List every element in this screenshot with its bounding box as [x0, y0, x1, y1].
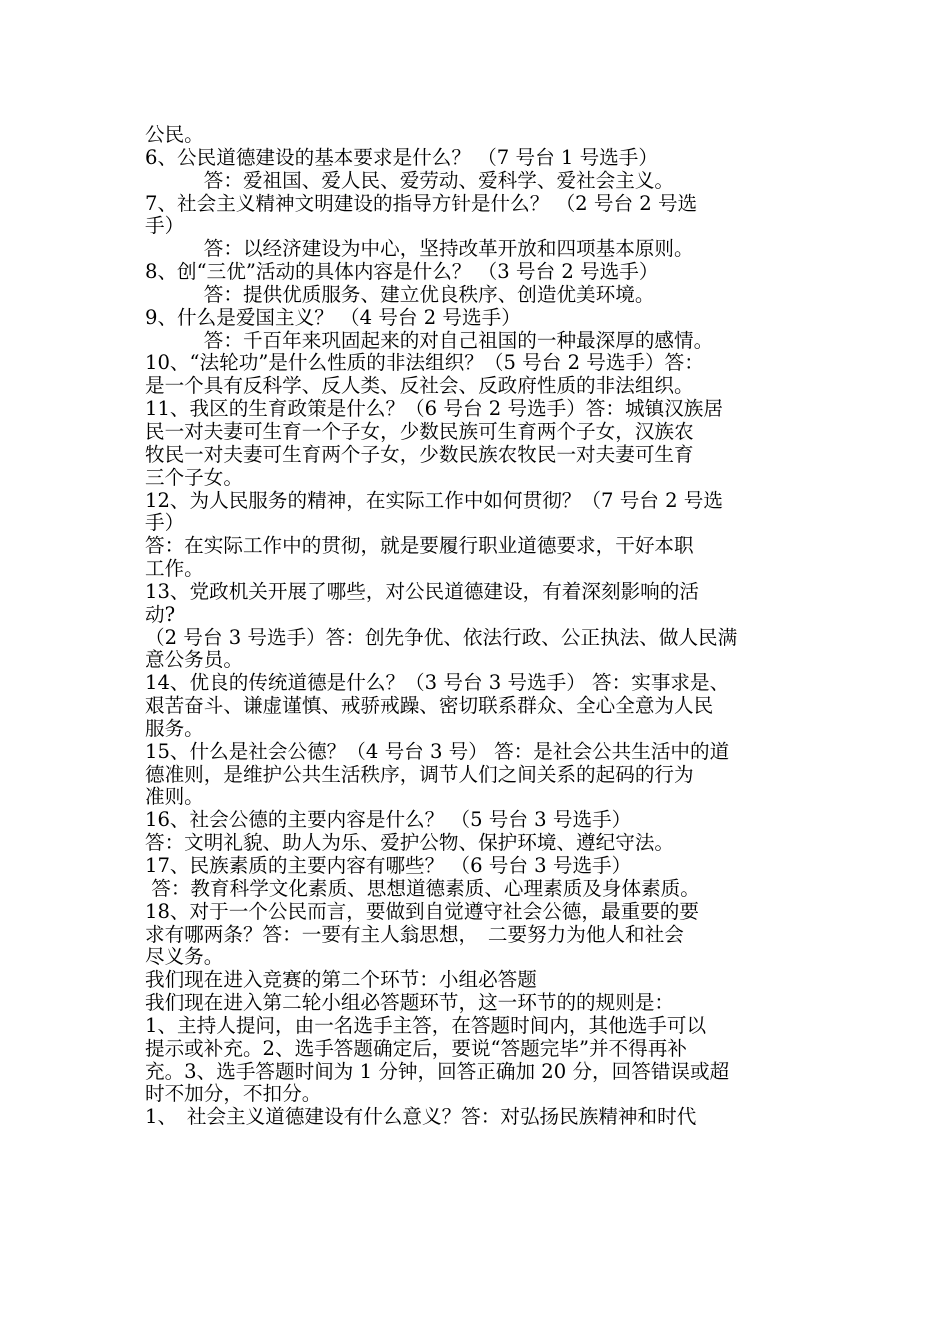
- text-line: 13、党政机关开展了哪些，对公民道德建设，有着深刻影响的活: [145, 579, 699, 603]
- text-line: 答：文明礼貌、助人为乐、爱护公物、保护环境、遵纪守法。: [145, 831, 675, 855]
- text-line: 准则。: [145, 785, 204, 809]
- text-line: 7、社会主义精神文明建设的指导方针是什么？ （2 号台 2 号选: [145, 191, 698, 215]
- text-line: 18、对于一个公民而言，要做到自觉遵守社会公德，最重要的要: [145, 899, 699, 923]
- text-line: 9、什么是爱国主义？ （4 号台 2 号选手）: [145, 305, 521, 329]
- text-line: 答：以经济建设为中心，坚持改革开放和四项基本原则。: [145, 237, 694, 261]
- text-line: 尽义务。: [145, 945, 224, 969]
- document-page: [145, 124, 810, 1129]
- text-line: 充。3、选手答题时间为 1 分钟，回答正确加 20 分，回答错误或超: [145, 1059, 730, 1083]
- text-line: 民一对夫妻可生育一个子女，少数民族可生育两个子女，汉族农: [145, 419, 694, 443]
- text-line: 15、什么是社会公德？（4 号台 3 号） 答：是社会公共生活中的道: [145, 739, 730, 763]
- text-line: 意公务员。: [145, 648, 243, 672]
- text-line: 答：爱祖国、爱人民、爱劳动、爱科学、爱社会主义。: [145, 168, 675, 192]
- text-line: 8、创“三优”活动的具体内容是什么？ （3 号台 2 号选手）: [145, 260, 659, 284]
- text-line: 是一个具有反科学、反人类、反社会、反政府性质的非法组织。: [145, 374, 694, 398]
- text-line: 答：教育科学文化素质、思想道德素质、心理素质及身体素质。: [145, 876, 700, 900]
- text-line: 我们现在进入竞赛的第二个环节：小组必答题: [145, 968, 537, 992]
- text-line: 艰苦奋斗、谦虚谨慎、戒骄戒躁、密切联系群众、全心全意为人民: [145, 694, 714, 718]
- text-line: 1、主持人提问，由一名选手主答，在答题时间内，其他选手可以: [145, 1013, 707, 1037]
- text-line: 手）: [145, 214, 185, 238]
- text-line: 6、公民道德建设的基本要求是什么？ （7 号台 1 号选手）: [145, 145, 658, 169]
- text-line: 10、“法轮功”是什么性质的非法组织？（5 号台 2 号选手）答：: [145, 351, 704, 375]
- text-line: 手）: [145, 511, 185, 535]
- text-line: 动?: [145, 602, 176, 626]
- text-line: 三个子女。: [145, 465, 243, 489]
- text-line: 11、我区的生育政策是什么？（6 号台 2 号选手）答：城镇汉族居: [145, 397, 723, 421]
- text-line: 求有哪两条？答：一要有主人翁思想， 二要努力为他人和社会: [145, 922, 684, 946]
- text-line: 工作。: [145, 557, 204, 581]
- text-line: 我们现在进入第二轮小组必答题环节，这一环节的的规则是：: [145, 991, 675, 1015]
- text-line: （2 号台 3 号选手）答：创先争优、依法行政、公正执法、做人民满: [145, 625, 738, 649]
- text-line: 14、优良的传统道德是什么？（3 号台 3 号选手） 答：实事求是、: [145, 671, 730, 695]
- text-line: 16、社会公德的主要内容是什么？ （5 号台 3 号选手）: [145, 808, 632, 832]
- text-line: 服务。: [145, 716, 204, 740]
- text-line: 1、 社会主义道德建设有什么意义？答：对弘扬民族精神和时代: [145, 1105, 697, 1129]
- text-line: 答：在实际工作中的贯彻，就是要履行职业道德要求，干好本职: [145, 534, 694, 558]
- text-line: 12、为人民服务的精神，在实际工作中如何贯彻？（7 号台 2 号选: [145, 488, 723, 512]
- text-line: 17、民族素质的主要内容有哪些？ （6 号台 3 号选手）: [145, 854, 632, 877]
- text-line: 公民。: [145, 123, 204, 146]
- text-line: 提示或补充。2、选手答题确定后，要说“答题完毕”并不得再补: [145, 1036, 687, 1060]
- text-line: 答：提供优质服务、建立优良秩序、创造优美环境。: [145, 282, 655, 306]
- text-line: 德准则，是维护公共生活秩序，调节人们之间关系的起码的行为: [145, 762, 694, 786]
- text-line: 时不加分，不扣分。: [145, 1082, 322, 1106]
- text-line: 牧民一对夫妻可生育两个子女，少数民族农牧民一对夫妻可生育: [145, 442, 694, 466]
- text-line: 答：千百年来巩固起来的对自己祖国的一种最深厚的感情。: [145, 328, 714, 352]
